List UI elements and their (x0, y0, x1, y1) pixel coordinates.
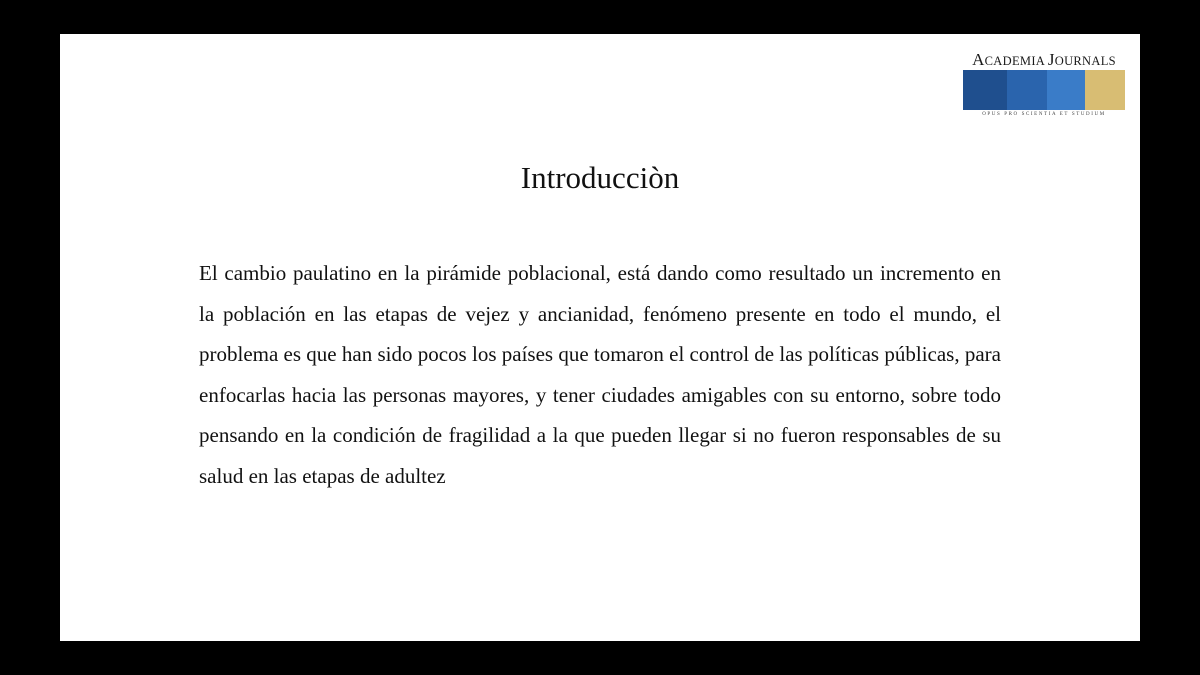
slide-title: Introducciòn (520, 160, 680, 195)
logo-color-bar (1047, 70, 1084, 110)
logo-tagline: OPUS PRO SCIENTIA ET STUDIUM (982, 112, 1106, 117)
slide-paragraph: El cambio paulatino en la pirámide poblacional, está dando como resultado un incremento en la población en las etapas de vejez y ancianidad, fenómeno presente en todo el mundo, el problema es que han sido pocos los países que tomaron el control de las políticas públicas, para enfocarlas hacia las personas mayores, y tener ciudades amigables con su entorno, sobre todo pensando en la condición de fragilidad a la que pueden llegar si no fueron responsables de su salud en las etapas de adultez (199, 261, 1001, 488)
logo-wordmark: ACADEMIA JOURNALS (972, 50, 1116, 69)
slide (60, 34, 1140, 641)
logo-color-bars (963, 70, 1125, 110)
logo-color-bar (963, 70, 1007, 110)
logo-color-bar (1007, 70, 1048, 110)
academia-journals-logo (963, 50, 1125, 118)
logo-color-bar (1085, 70, 1126, 110)
